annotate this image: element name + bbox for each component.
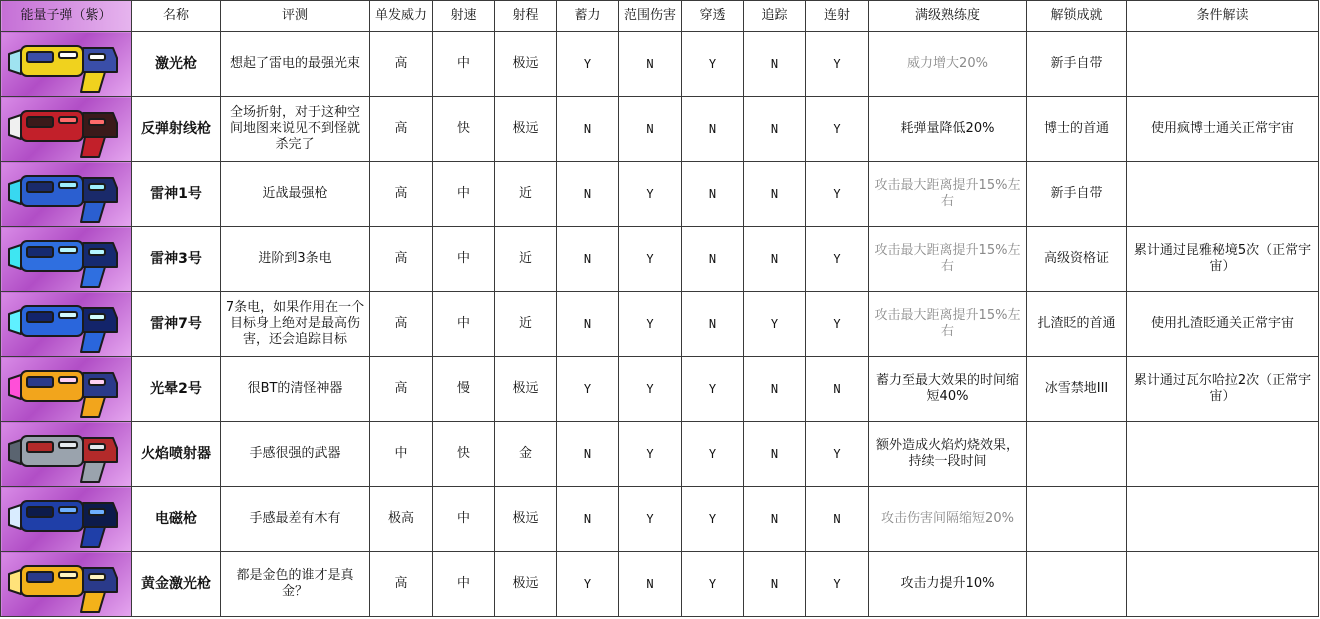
cell-condition: 累计通过昆雅秘境5次（正常宇宙） [1127,227,1319,292]
cell-power: 高 [370,357,433,422]
table-row [1,552,1319,617]
cell-burst: Y [806,422,869,487]
cell-power: 极高 [370,487,433,552]
header-name: 名称 [132,1,221,32]
cell-rate: 中 [433,487,495,552]
cell-rate: 中 [433,162,495,227]
cell-review: 手感最差有木有 [221,487,370,552]
cell-aoe: N [619,32,682,97]
cell-burst: Y [806,97,869,162]
cell-range: 近 [495,292,557,357]
cell-power: 高 [370,32,433,97]
weapon-name: 雷神3号 [132,227,221,292]
table-row [1,227,1319,292]
cell-mastery: 攻击伤害间隔缩短20% [869,487,1027,552]
cell-condition [1127,552,1319,617]
cell-achievement [1027,552,1127,617]
header-rate: 射速 [433,1,495,32]
cell-review: 都是金色的谁才是真金？ [221,552,370,617]
cell-rate: 快 [433,97,495,162]
cell-charge: N [557,422,619,487]
cell-track: Y [744,292,806,357]
cell-pierce: Y [682,422,744,487]
cell-review: 近战最强枪 [221,162,370,227]
cell-review: 手感很强的武器 [221,422,370,487]
cell-rate: 中 [433,227,495,292]
cell-review: 全场折射，对于这种空间地图来说见不到怪就杀完了 [221,97,370,162]
cell-review: 很BT的清怪神器 [221,357,370,422]
cell-burst: Y [806,292,869,357]
cell-condition [1127,487,1319,552]
cell-track: N [744,162,806,227]
header-condition: 条件解读 [1127,1,1319,32]
cell-mastery: 攻击最大距离提升15%左右 [869,227,1027,292]
cell-power: 中 [370,422,433,487]
cell-review: 进阶到3条电 [221,227,370,292]
cell-condition [1127,162,1319,227]
cell-range: 极远 [495,32,557,97]
cell-burst: N [806,487,869,552]
table-row [1,422,1319,487]
header-row [1,1,1319,32]
cell-range: 金 [495,422,557,487]
table-row [1,487,1319,552]
cell-track: N [744,32,806,97]
cell-power: 高 [370,162,433,227]
cell-rate: 快 [433,422,495,487]
header-mastery: 满级熟练度 [869,1,1027,32]
table-row [1,97,1319,162]
header-range: 射程 [495,1,557,32]
table-row [1,357,1319,422]
cell-condition: 使用扎渣眨通关正常宇宙 [1127,292,1319,357]
cell-aoe: N [619,97,682,162]
header-icon-col: 能量子弹（紫） [1,1,132,32]
cell-mastery: 攻击最大距离提升15%左右 [869,162,1027,227]
cell-pierce: N [682,227,744,292]
cell-pierce: N [682,292,744,357]
cell-charge: Y [557,32,619,97]
cell-range: 极远 [495,552,557,617]
cell-pierce: Y [682,32,744,97]
cell-condition: 累计通过瓦尔哈拉2次（正常宇宙） [1127,357,1319,422]
cell-burst: Y [806,552,869,617]
cell-aoe: Y [619,422,682,487]
rebound-ray-gun-icon [1,97,132,162]
header-power: 单发威力 [370,1,433,32]
cell-pierce: Y [682,487,744,552]
cell-mastery: 额外造成火焰灼烧效果，持续一段时间 [869,422,1027,487]
table-row [1,32,1319,97]
weapon-name: 反弹射线枪 [132,97,221,162]
weapon-name: 黄金激光枪 [132,552,221,617]
cell-rate: 慢 [433,357,495,422]
cell-pierce: Y [682,357,744,422]
cell-track: N [744,422,806,487]
cell-track: N [744,487,806,552]
cell-track: N [744,227,806,292]
header-charge: 蓄力 [557,1,619,32]
golden-laser-gun-icon [1,552,132,617]
cell-mastery: 蓄力至最大效果的时间缩短40% [869,357,1027,422]
cell-pierce: N [682,162,744,227]
header-review: 评测 [221,1,370,32]
cell-range: 极远 [495,487,557,552]
cell-condition [1127,32,1319,97]
laser-gun-icon [1,32,132,97]
table-row [1,162,1319,227]
cell-burst: Y [806,162,869,227]
cell-charge: N [557,292,619,357]
cell-aoe: Y [619,357,682,422]
cell-range: 近 [495,227,557,292]
header-pierce: 穿透 [682,1,744,32]
cell-achievement [1027,487,1127,552]
cell-review: 7条电，如果作用在一个目标身上绝对是最高伤害，还会追踪目标 [221,292,370,357]
thor-3-gun-icon [1,227,132,292]
cell-aoe: Y [619,162,682,227]
weapon-name: 雷神1号 [132,162,221,227]
cell-mastery: 攻击最大距离提升15%左右 [869,292,1027,357]
cell-power: 高 [370,227,433,292]
cell-track: N [744,552,806,617]
cell-mastery: 攻击力提升10% [869,552,1027,617]
weapon-name: 光晕2号 [132,357,221,422]
table-row [1,292,1319,357]
cell-rate: 中 [433,552,495,617]
cell-burst: Y [806,32,869,97]
cell-achievement: 扎渣眨的首通 [1027,292,1127,357]
cell-aoe: N [619,552,682,617]
cell-achievement: 冰雪禁地III [1027,357,1127,422]
header-achievement: 解锁成就 [1027,1,1127,32]
cell-power: 高 [370,552,433,617]
cell-charge: Y [557,552,619,617]
cell-charge: Y [557,357,619,422]
cell-achievement [1027,422,1127,487]
cell-condition: 使用疯博士通关正常宇宙 [1127,97,1319,162]
cell-charge: N [557,162,619,227]
header-track: 追踪 [744,1,806,32]
cell-charge: N [557,227,619,292]
cell-burst: N [806,357,869,422]
cell-mastery: 威力增大20% [869,32,1027,97]
cell-aoe: Y [619,292,682,357]
cell-burst: Y [806,227,869,292]
cell-power: 高 [370,292,433,357]
cell-mastery: 耗弹量降低20% [869,97,1027,162]
cell-condition [1127,422,1319,487]
weapon-name: 电磁枪 [132,487,221,552]
cell-aoe: Y [619,487,682,552]
halo-2-gun-icon [1,357,132,422]
cell-pierce: N [682,97,744,162]
cell-rate: 中 [433,292,495,357]
weapon-name: 激光枪 [132,32,221,97]
cell-achievement: 新手自带 [1027,32,1127,97]
cell-pierce: Y [682,552,744,617]
thor-1-gun-icon [1,162,132,227]
header-burst: 连射 [806,1,869,32]
weapon-name: 雷神7号 [132,292,221,357]
railgun-icon [1,487,132,552]
cell-achievement: 博士的首通 [1027,97,1127,162]
cell-charge: N [557,97,619,162]
flamethrower-icon [1,422,132,487]
cell-achievement: 新手自带 [1027,162,1127,227]
cell-power: 高 [370,97,433,162]
cell-aoe: Y [619,227,682,292]
cell-track: N [744,357,806,422]
cell-rate: 中 [433,32,495,97]
thor-7-gun-icon [1,292,132,357]
weapon-name: 火焰喷射器 [132,422,221,487]
cell-achievement: 高级资格证 [1027,227,1127,292]
cell-range: 极远 [495,357,557,422]
cell-charge: N [557,487,619,552]
cell-range: 近 [495,162,557,227]
header-aoe: 范围伤害 [619,1,682,32]
cell-track: N [744,97,806,162]
cell-review: 想起了雷电的最强光束 [221,32,370,97]
cell-range: 极远 [495,97,557,162]
